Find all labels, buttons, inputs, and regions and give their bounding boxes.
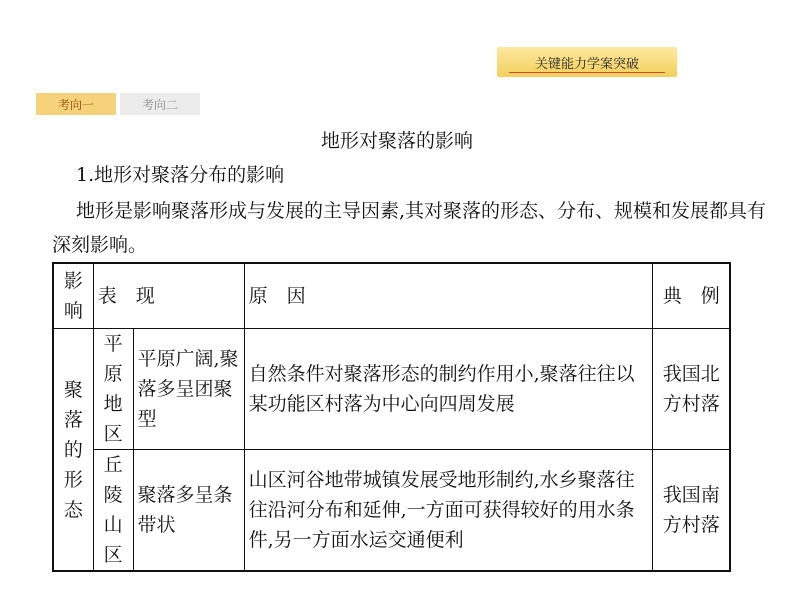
region-cell [93,450,133,572]
page-title: 地形对聚落的影响 [320,130,473,152]
section-badge [497,47,677,77]
table-row [53,450,730,572]
example-cell: 我国南方村落 [653,450,730,572]
group-label [53,329,93,572]
intro-paragraph: 地形是影响聚落形成与发展的主导因素,其对聚落的形态、分布、规模和发展都具有深刻影响。 [52,200,767,256]
influence-table [52,262,731,572]
group-char: 的 [63,438,83,461]
region-cell [93,329,133,450]
reason-cell: 自然条件对聚落形态的制约作用小,聚落往往以某功能区村落为中心向四周发展 [244,329,653,450]
table-row [53,329,730,450]
region-char: 地 [103,393,123,415]
reason-cell: 山区河谷地带城镇发展受地形制约,水乡聚落往往沿河分布和延伸,一方面可获得较好的用水条件,另一方面水运交通便利 [244,450,653,572]
group-char: 形 [63,468,83,491]
group-char: 态 [63,498,83,521]
header-example: 典 例 [653,263,730,329]
tab-kaoxiang-1[interactable]: 考向一 [36,93,116,115]
subheading: 1.地形对聚落分布的影响 [76,164,285,186]
region-char: 区 [103,544,123,566]
group-char: 聚 [63,378,83,401]
badge-underline [509,72,665,73]
section-badge-label: 关键能力学案突破 [534,56,639,72]
header-influence [53,263,93,329]
form-cell: 聚落多呈条带状 [133,450,244,572]
header-influence-char: 影 [63,270,83,292]
header-performance: 表 现 [93,263,244,329]
header-reason: 原 因 [244,263,653,329]
region-char: 陵 [103,484,123,506]
region-char: 丘 [103,454,123,476]
table-header-row [53,263,730,329]
group-char: 落 [63,408,83,431]
region-char: 原 [103,363,123,385]
example-cell: 我国北方村落 [653,329,730,450]
form-cell: 平原广阔,聚落多呈团聚型 [133,329,244,450]
tab-kaoxiang-2[interactable]: 考向二 [120,93,200,115]
region-char: 山 [103,514,123,536]
region-char: 区 [103,423,123,445]
region-char: 平 [103,333,123,355]
header-influence-char: 响 [63,300,83,322]
